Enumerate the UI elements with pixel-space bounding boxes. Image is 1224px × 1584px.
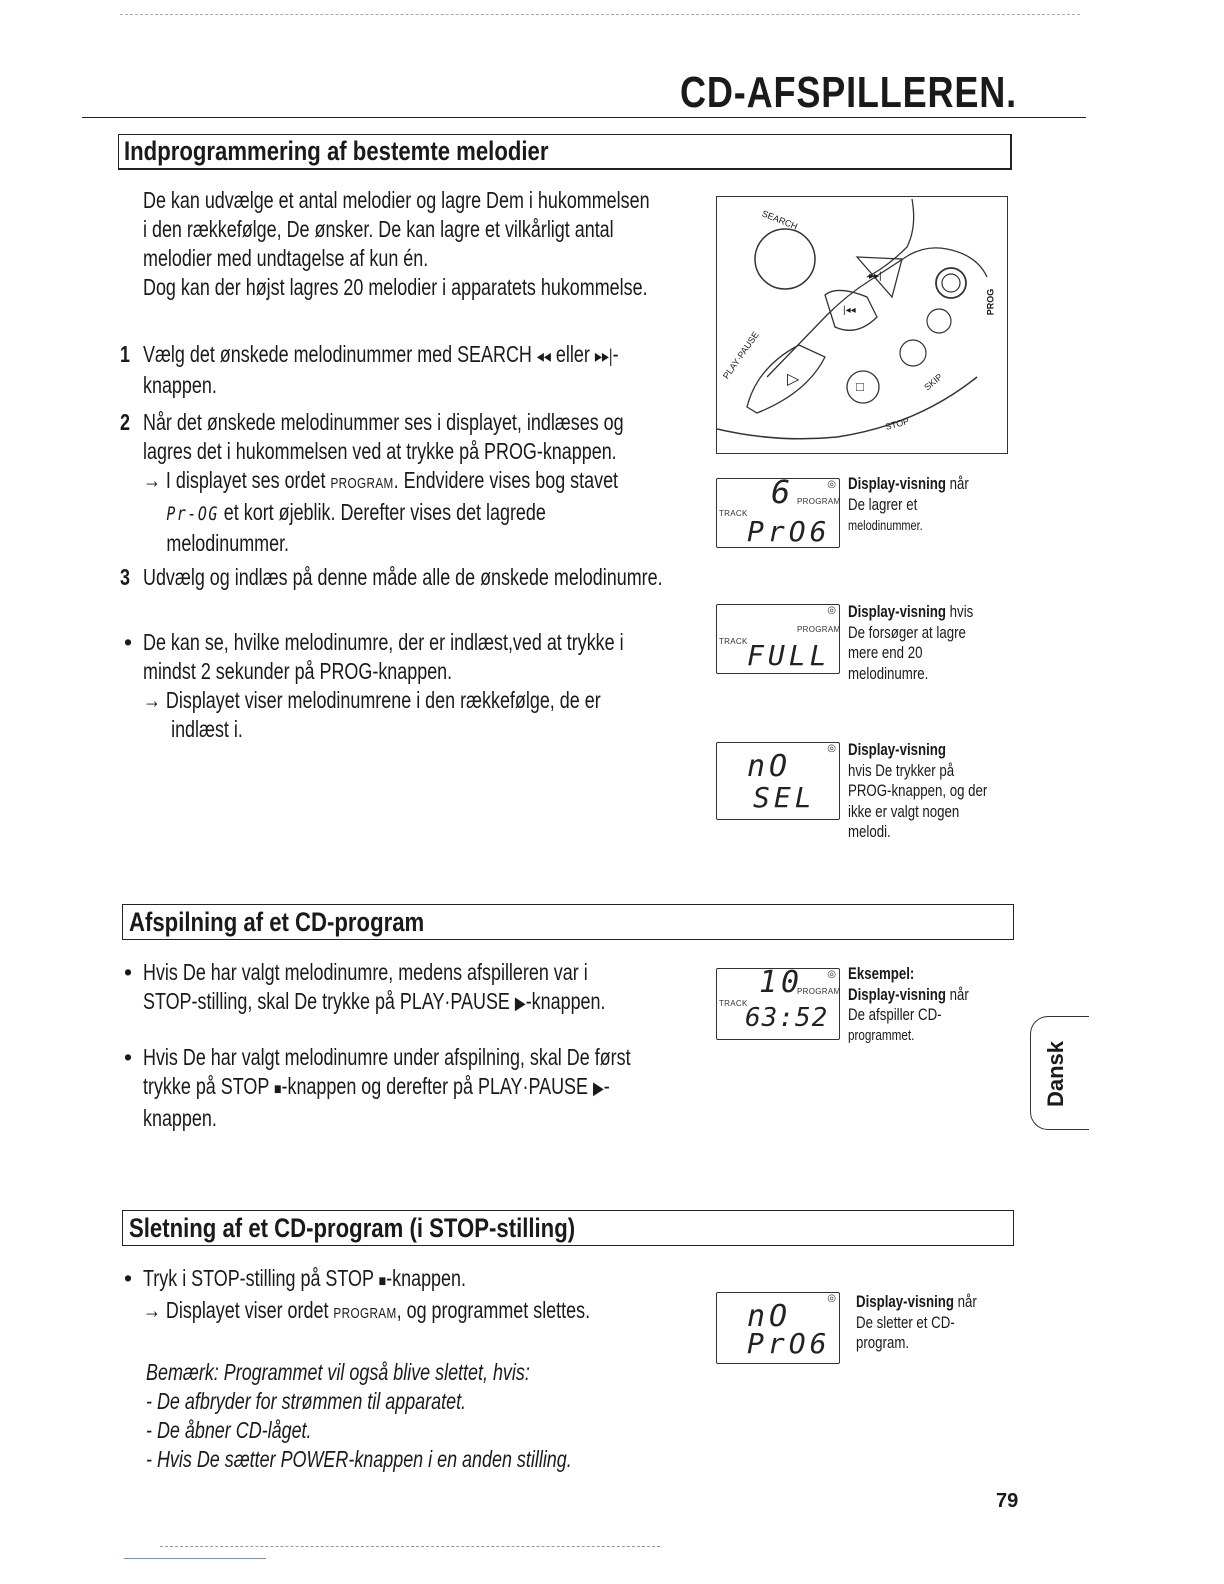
caption-display-store: [848, 474, 969, 536]
bullet-dot: •: [124, 959, 133, 985]
caption-display-full: [848, 602, 973, 684]
step-1-line-a: Vælg det ønskede melodinummer med SEARCH: [143, 341, 532, 367]
caption-display-playing: [848, 964, 969, 1046]
bullet-line-c: Displayet viser melodinumrene i den rækkefølge, de er: [165, 687, 601, 713]
program-word: PROGRAM: [330, 475, 394, 492]
language-tab: [1030, 1016, 1089, 1130]
next-button-label: ▸▸|: [869, 271, 882, 282]
s2-b2-line-c: -knappen og derefter på PLAY·PAUSE: [281, 1073, 593, 1099]
step-3-number: 3: [120, 564, 130, 590]
bullet-line-a: De kan se, hvilke melodinumre, der er indlæst,ved at trykke i: [143, 629, 624, 655]
lcd-top-readout: nO: [747, 749, 792, 784]
stop-icon: ■: [378, 1273, 387, 1290]
section-heading-box-playback: [122, 904, 1014, 940]
s2-b1-line-c: -knappen.: [525, 988, 606, 1014]
s2-b1-line-a: Hvis De har valgt melodinumre, medens afspilleren var i: [143, 959, 588, 985]
lcd-display-no-sel: [716, 742, 840, 820]
result-arrow-icon: →: [143, 467, 161, 493]
caption-line: ikke er valgt nogen: [848, 801, 960, 821]
lcd-track-tag: TRACK: [719, 999, 748, 1008]
note-line: - Hvis De sætter POWER-knappen i en anden stilling.: [146, 1446, 572, 1472]
section-heading-box-delete: [122, 1210, 1014, 1246]
bullet-line-b: mindst 2 sekunder på PROG-knappen.: [143, 658, 453, 684]
play-pause-label: PLAY·PAUSE: [721, 329, 761, 381]
lcd-prog-word: Pr-OG: [166, 503, 219, 525]
lcd-track-number: 10: [759, 965, 804, 1000]
caption-rest: når: [953, 1292, 977, 1311]
bullet-dot: •: [124, 1265, 133, 1291]
s2-b2-line-e: knappen.: [143, 1105, 217, 1131]
step-2-text: [143, 408, 624, 558]
step-2-number: 2: [120, 409, 130, 435]
search-prev-icon: ◂◂: [536, 346, 551, 366]
stop-label: STOP: [884, 416, 911, 432]
lcd-display-deleted: [716, 1292, 840, 1364]
lcd-display-playing: [716, 965, 841, 1040]
s2-b2-line-b: trykke på STOP: [143, 1073, 274, 1099]
intro-line: Dog kan der højst lagres 20 melodier i apparatets hukommelse.: [143, 274, 648, 300]
result-arrow-icon: →: [143, 1297, 161, 1323]
play-button-label: ▷: [787, 371, 800, 388]
step-3-text: Udvælg og indlæs på denne måde alle de ønskede melodinumre.: [143, 564, 663, 590]
step-2-line-c1: I displayet ses ordet: [165, 467, 331, 493]
s3-b1-line-a: Tryk i STOP-stilling på STOP: [143, 1265, 379, 1291]
caption-line: De lagrer et: [848, 494, 918, 514]
lcd-main-readout: SEL: [753, 781, 816, 814]
result-arrow-icon: →: [143, 687, 161, 713]
caption-bold: Eksempel:: [848, 964, 915, 983]
bullet-text: [143, 628, 624, 744]
section3-bullet: [143, 1264, 590, 1328]
intro-line: De kan udvælge et antal melodier og lagre Dem i hukommelsen: [143, 187, 650, 213]
lcd-track-number: 6: [771, 473, 795, 511]
caption-bold: Display-visning: [848, 474, 946, 493]
lcd-main-readout: FULL: [747, 639, 831, 672]
s2-b2-line-a: Hvis De har valgt melodinumre under afspilning, skal De først: [143, 1044, 631, 1070]
prog-button-circle: [936, 268, 966, 298]
lcd-display-full: [716, 604, 840, 674]
disc-icon: ◎: [827, 1293, 836, 1304]
caption-rest: hvis: [945, 602, 974, 621]
note-line: - De åbner CD-låget.: [146, 1417, 312, 1443]
caption-rest: når: [945, 984, 969, 1004]
lcd-track-tag: TRACK: [719, 509, 748, 518]
caption-display-no-sel: [848, 740, 987, 843]
s3-b1-line-c2: , og programmet slettes.: [396, 1297, 591, 1323]
scan-mark-top: [120, 14, 1080, 15]
lcd-time-readout: 63:52: [745, 1003, 829, 1033]
page-title: CD-AFSPILLEREN.: [680, 68, 1018, 117]
step-2-line-d: et kort øjeblik. Derefter vises det lagrede: [218, 499, 546, 525]
bullet-dot: •: [124, 629, 133, 655]
step-2-line-b: lagres det i hukommelsen ved at trykke på PROG-knappen.: [143, 438, 617, 464]
step-2-line-a: Når det ønskede melodinummer ses i displayet, indlæses og: [143, 409, 624, 435]
s3-b1-line-c1: Displayet viser ordet: [165, 1297, 334, 1323]
caption-bold: Display-visning: [848, 602, 946, 621]
search-next-icon: ▸▸|: [594, 346, 613, 366]
language-tab-label: Dansk: [1043, 1040, 1068, 1107]
caption-rest: når: [945, 474, 969, 493]
section-heading-delete: Sletning af et CD-program (i STOP-stilling): [129, 1213, 576, 1243]
play-button-shape: [747, 345, 825, 413]
prev-button-label: |◂◂: [843, 305, 856, 316]
title-rule: [82, 117, 1086, 118]
s2-b1-line-b: STOP-stilling, skal De trykke på PLAY·PAUSE: [143, 988, 510, 1014]
step-1-number: 1: [120, 341, 130, 367]
caption-display-deleted: [856, 1292, 977, 1354]
step-2-line-c2: . Endvidere vises bog stavet: [393, 467, 619, 493]
disc-icon: ◎: [827, 743, 836, 754]
bullet-line-d: indlæst i.: [171, 716, 243, 742]
step-1-or: eller: [550, 341, 595, 367]
skip-label: SKIP: [922, 371, 945, 393]
caption-line: De sletter et CD-: [856, 1312, 955, 1332]
device-illustration: [716, 196, 1008, 454]
s3-b1-line-b: -knappen.: [386, 1265, 466, 1291]
note-line: - De afbryder for strømmen til apparatet.: [146, 1388, 467, 1414]
lcd-display-store: [716, 473, 841, 548]
intro-line: melodier med undtagelse af kun én.: [143, 245, 429, 271]
lcd-track-tag: TRACK: [719, 637, 748, 646]
prog-label: PROG: [985, 288, 996, 316]
search-wheel-icon: [755, 229, 815, 289]
caption-bold: Display-visning: [856, 1292, 954, 1311]
play-pause-icon: ▶: [592, 1078, 604, 1098]
lcd-program-tag: PROGRAM: [797, 987, 841, 996]
section3-note: [146, 1358, 572, 1474]
section-heading-playback: Afspilning af et CD-program: [129, 907, 425, 937]
intro-line: i den rækkefølge, De ønsker. De kan lagre et vilkårligt antal: [143, 216, 614, 242]
caption-line: De forsøger at lagre: [848, 622, 966, 642]
scan-line-bottom: [124, 1558, 266, 1559]
scan-mark-bottom: [160, 1546, 660, 1547]
section1-intro: [143, 186, 650, 302]
search-label: SEARCH: [760, 208, 800, 232]
lcd-top-readout: nO: [747, 1299, 792, 1334]
bullet-dot: •: [124, 1044, 133, 1070]
stop-button-label: □: [856, 379, 864, 394]
step-1-line-b: knappen.: [143, 372, 217, 398]
caption-line: melodi.: [848, 822, 891, 841]
lcd-main-readout: PrO6: [747, 1327, 831, 1360]
caption-line: programmet.: [848, 1026, 915, 1044]
caption-line: hvis De trykker på: [848, 760, 955, 780]
section1-heading-frame: [118, 134, 1012, 170]
lcd-program-tag: PROGRAM: [797, 625, 841, 634]
lcd-program-tag: PROGRAM: [797, 497, 841, 506]
s2-b2-line-d: -: [603, 1073, 610, 1099]
program-word: PROGRAM: [333, 1305, 397, 1322]
section2-bullet-1: [143, 958, 605, 1018]
caption-line: program.: [856, 1333, 910, 1352]
caption-bold: Display-visning: [848, 740, 946, 759]
caption-bold: Display-visning: [848, 984, 946, 1004]
section-heading-programming: Indprogrammering af bestemte melodier: [124, 136, 549, 166]
step-2-line-e: melodinummer.: [166, 530, 290, 556]
section2-bullet-2: [143, 1043, 631, 1133]
disc-icon: ◎: [827, 969, 836, 980]
disc-icon: ◎: [827, 605, 836, 616]
caption-line: De afspiller CD-: [848, 1005, 942, 1024]
note-title: Bemærk: Programmet vil også blive slettet, hvis:: [146, 1359, 530, 1385]
stop-icon: ■: [273, 1081, 282, 1098]
disc-icon: ◎: [827, 479, 836, 490]
caption-line: mere end 20: [848, 643, 923, 662]
page-number: 79: [996, 1490, 1019, 1512]
caption-line: melodinumre.: [848, 663, 929, 683]
device-drawing: [717, 197, 1007, 453]
caption-line: PROG-knappen, og der: [848, 781, 988, 800]
play-pause-icon: ▶: [514, 993, 526, 1013]
step-1-text: Vælg det ønskede melodinummer med SEARCH ◂◂ eller ▸▸|- knappen.: [143, 341, 619, 398]
lcd-main-readout: PrO6: [747, 515, 831, 548]
caption-line: melodinummer.: [848, 517, 923, 533]
